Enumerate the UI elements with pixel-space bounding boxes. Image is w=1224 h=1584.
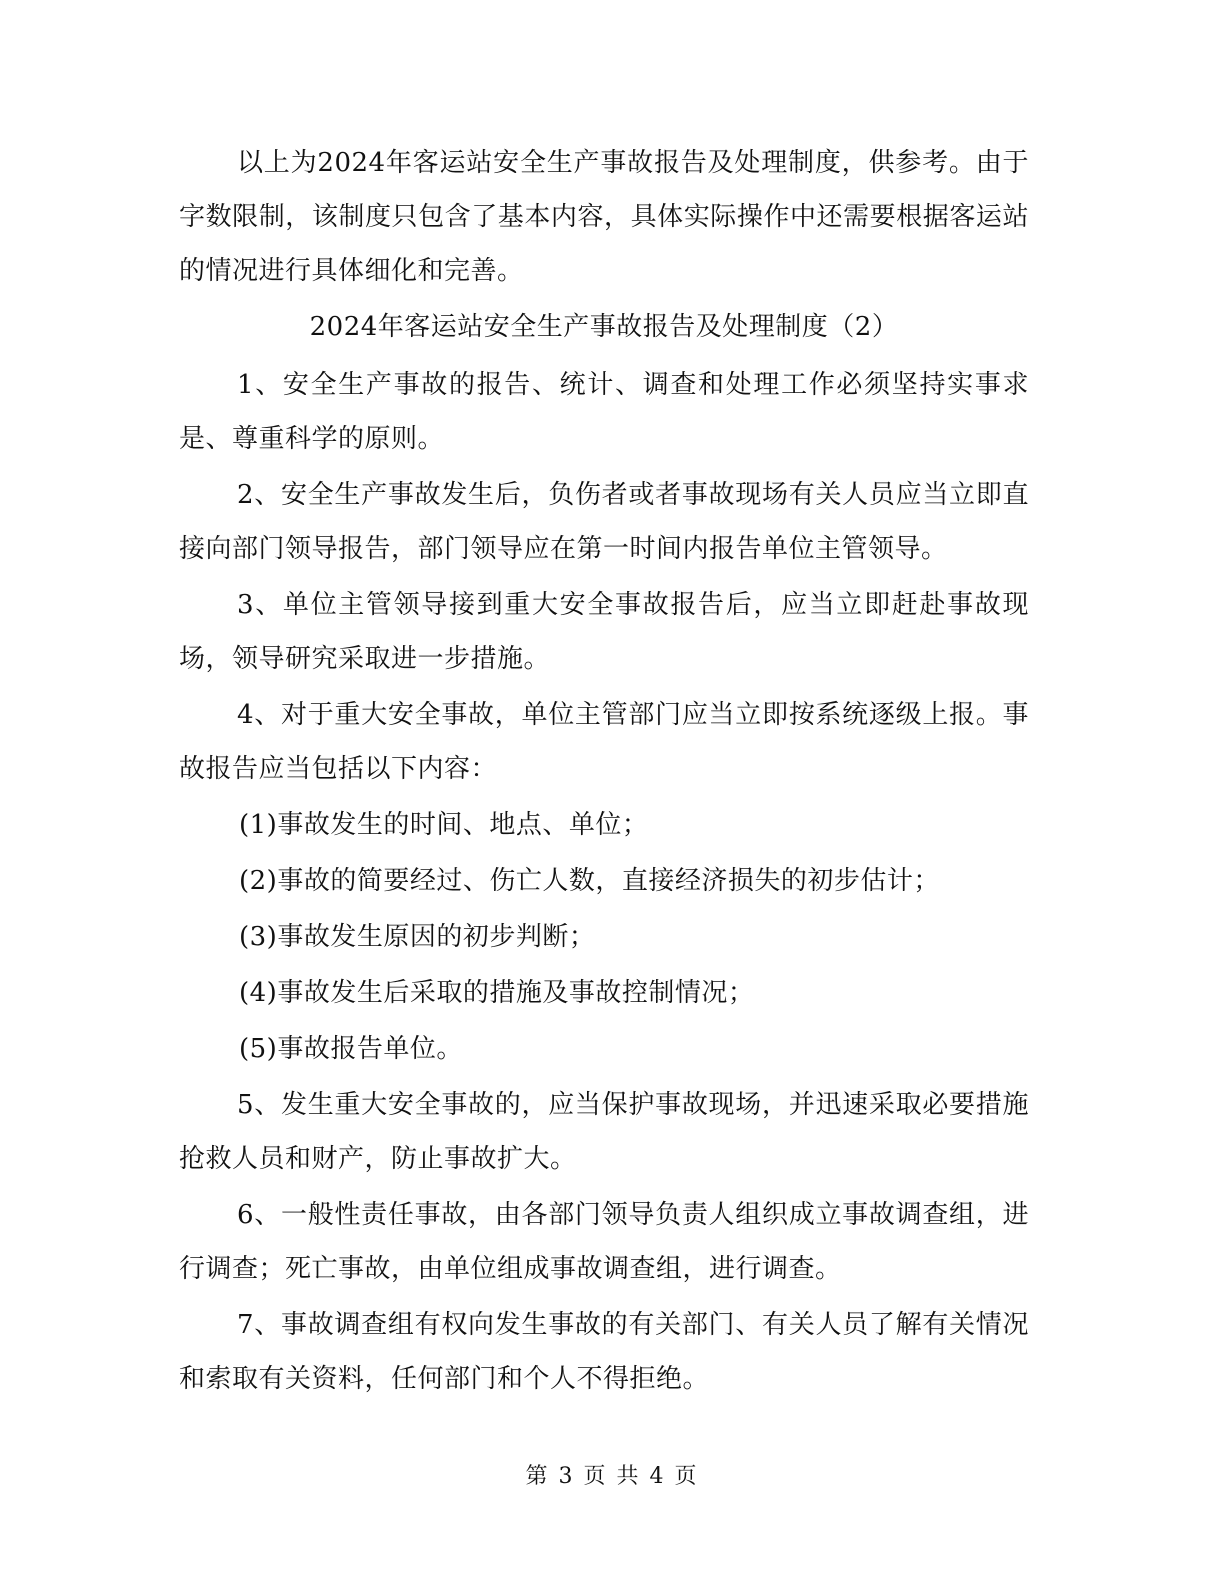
document-body [179,136,1029,1408]
subclause-5: (5)事故报告单位。 [239,1034,463,1064]
subclause-2: (2)事故的简要经过、伤亡人数，直接经济损失的初步估计； [239,866,940,896]
subclause-4: (4)事故发生后采取的措施及事故控制情况； [239,978,755,1008]
clause-6: 6、一般性责任事故，由各部门领导负责人组织成立事故调查组，进行调查；死亡事故，由单位组成事故调查组，进行调查。 [179,1200,1029,1284]
clause-2: 2、安全生产事故发生后，负伤者或者事故现场有关人员应当立即直接向部门领导报告，部门领导应在第一时间内报告单位主管领导。 [179,480,1029,564]
clause-4: 4、对于重大安全事故，单位主管部门应当立即按系统逐级上报。事故报告应当包括以下内容： [179,700,1029,784]
clause-3: 3、单位主管领导接到重大安全事故报告后，应当立即赶赴事故现场，领导研究采取进一步措施。 [179,590,1029,674]
clause-1: 1、安全生产事故的报告、统计、调查和处理工作必须坚持实事求是、尊重科学的原则。 [179,370,1029,454]
subclause-3: (3)事故发生原因的初步判断； [239,922,596,952]
section-title: 2024年客运站安全生产事故报告及处理制度（2） [309,312,899,342]
clause-5: 5、发生重大安全事故的，应当保护事故现场，并迅速采取必要措施抢救人员和财产，防止事故扩大。 [179,1090,1029,1174]
subclause-1: (1)事故发生的时间、地点、单位； [239,810,649,840]
intro-paragraph: 以上为2024年客运站安全生产事故报告及处理制度，供参考。由于字数限制，该制度只包含了基本内容，具体实际操作中还需要根据客运站的情况进行具体细化和完善。 [179,148,1029,286]
clause-7: 7、事故调查组有权向发生事故的有关部门、有关人员了解有关情况和索取有关资料，任何部门和个人不得拒绝。 [179,1310,1029,1394]
page-number-footer: 第 3 页 共 4 页 [525,1464,699,1489]
